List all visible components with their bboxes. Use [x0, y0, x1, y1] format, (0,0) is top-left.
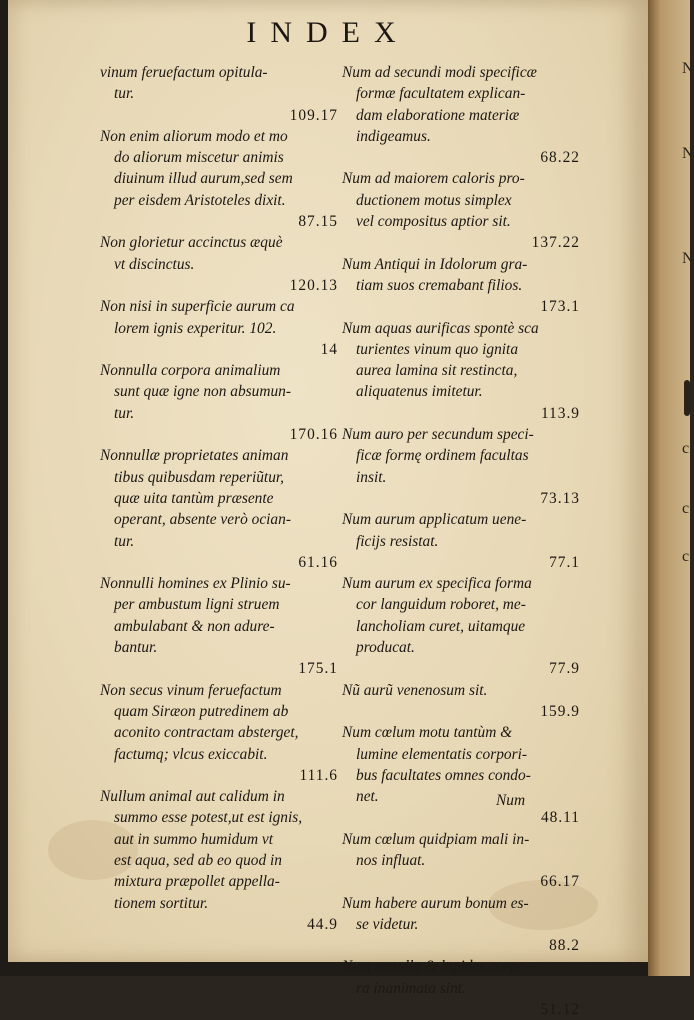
- entry-line: Num aquas aurificas spontè sca: [342, 319, 539, 337]
- entry-line: operant, absente verò ocian-: [114, 511, 291, 529]
- entry-line: Num cœlum motu tantùm &: [342, 724, 513, 742]
- entry-line: dam elaboratione materiæ: [356, 106, 520, 124]
- entry-line: Num auro per secundum speci-: [342, 426, 534, 444]
- page-reference: 14: [320, 340, 338, 358]
- index-entry: [100, 680, 338, 786]
- entry-line: Num cœlum quidpiam mali in-: [342, 830, 530, 848]
- page-reference: 173.1: [540, 298, 580, 316]
- page-header: INDEX: [246, 16, 410, 49]
- entry-line: ambulabant & non adure-: [114, 617, 275, 635]
- index-column-right: [342, 62, 580, 1020]
- entry-line: diuinum illud aurum,sed sem: [114, 170, 293, 188]
- index-entry: [100, 126, 338, 232]
- entry-line: ficijs resistat.: [356, 532, 439, 550]
- entry-line: cor languidum roboret, me-: [356, 596, 526, 614]
- index-entry: [100, 573, 338, 679]
- entry-line: do aliorum miscetur animis: [114, 149, 284, 167]
- entry-line: ra inanimata sint.: [356, 979, 466, 997]
- edge-letter: N: [682, 60, 694, 77]
- entry-line: aut in summo humidum vt: [114, 830, 274, 848]
- page-reference: 120.13: [289, 276, 338, 294]
- edge-letter: N: [682, 250, 694, 267]
- book-page: [8, 0, 648, 1019]
- index-entry: [100, 445, 338, 573]
- edge-mark: [684, 380, 690, 416]
- entry-line: ductionem motus simplex: [356, 191, 512, 209]
- entry-line: tur.: [114, 404, 135, 422]
- entry-line: se videtur.: [356, 915, 419, 933]
- index-entry: [342, 424, 580, 509]
- page-reference: 109.17: [289, 106, 338, 124]
- entry-line: quæ uita tantùm præsente: [114, 489, 274, 507]
- entry-line: producat.: [356, 639, 415, 657]
- page-reference: 113.9: [540, 404, 580, 422]
- index-entry: [342, 956, 580, 1020]
- entry-line: Num aurum applicatum uene-: [342, 511, 527, 529]
- entry-line: Non nisi in superficie aurum ca: [100, 298, 295, 316]
- next-page-edge: [648, 0, 694, 976]
- entry-line: lancholiam curet, uitamque: [356, 617, 526, 635]
- entry-line: turientes vinum quo ignita: [356, 340, 519, 358]
- entry-line: insit.: [356, 468, 387, 486]
- entry-line: Non glorietur accinctus æquè: [100, 234, 283, 252]
- entry-line: mixtura præpollet appella-: [114, 873, 280, 891]
- entry-line: lumine elementatis corpori-: [356, 745, 527, 763]
- index-entry: [342, 509, 580, 573]
- index-entry: [342, 680, 580, 723]
- index-entry: [342, 573, 580, 679]
- entry-line: Nonnullæ proprietates animan: [100, 447, 289, 465]
- page-reference: 87.15: [298, 213, 338, 231]
- page-reference: 159.9: [540, 702, 580, 720]
- entry-line: Num ad secundi modi specificæ: [342, 64, 537, 81]
- entry-line: tiam suos cremabant filios.: [356, 276, 523, 294]
- page-reference: 88.2: [549, 937, 580, 955]
- page-reference: 137.22: [531, 234, 580, 252]
- edge-letter: c: [682, 548, 690, 565]
- page-reference: 68.22: [540, 149, 580, 167]
- entry-line: Nonnulli homines ex Plinio su-: [100, 575, 291, 593]
- index-entry: [100, 296, 338, 360]
- index-entry: [342, 254, 580, 318]
- page-reference: 77.1: [549, 553, 580, 571]
- page-reference: 44.9: [307, 915, 338, 933]
- entry-line: quam Siræon putredinem ab: [114, 702, 289, 720]
- entry-line: formæ facultatem explican-: [356, 85, 526, 103]
- entry-line: Non secus vinum feruefactum: [100, 681, 282, 699]
- index-entry: [342, 168, 580, 253]
- entry-line: aliquatenus imitetur.: [356, 383, 483, 401]
- index-entry: [342, 62, 580, 168]
- entry-line: Num habere aurum bonum es-: [342, 894, 529, 912]
- index-entry: [100, 786, 338, 935]
- catchword: Num: [496, 792, 526, 809]
- entry-line: Nũ aurũ venenosum sit.: [342, 681, 488, 699]
- index-entry: [100, 232, 338, 296]
- index-entry: [100, 360, 338, 445]
- index-entry: [100, 62, 338, 126]
- entry-line: Nullum animal aut calidum in: [100, 788, 285, 806]
- entry-line: bantur.: [114, 639, 158, 657]
- page-reference: 66.17: [540, 873, 580, 891]
- entry-line: tibus quibusdam reperiũtur,: [114, 468, 285, 486]
- entry-line: tur.: [114, 532, 135, 550]
- edge-letter: c: [682, 500, 690, 517]
- entry-line: indigeamus.: [356, 127, 431, 145]
- entry-line: vt discinctus.: [114, 255, 195, 273]
- entry-line: ficæ formę ordinem facultas: [356, 447, 529, 465]
- entry-line: net.: [356, 788, 379, 806]
- entry-line: Num ad maiorem caloris pro-: [342, 170, 525, 188]
- page-reference: 73.13: [540, 489, 580, 507]
- entry-line: nos influat.: [356, 851, 426, 869]
- page-reference: 111.6: [299, 766, 338, 784]
- entry-line: vinum feruefactum opitula-: [100, 64, 268, 81]
- entry-line: summo esse potest,ut est ignis,: [114, 809, 303, 827]
- entry-line: per eisdem Aristoteles dixit.: [114, 191, 286, 209]
- entry-line: tur.: [114, 85, 135, 103]
- edge-letter: c: [682, 440, 690, 457]
- edge-letter: N: [682, 145, 694, 162]
- entry-line: Num aurum ex specifica forma: [342, 575, 532, 593]
- entry-line: tionem sortitur.: [114, 894, 209, 912]
- entry-line: sunt quæ igne non absumun-: [114, 383, 291, 401]
- entry-line: Non enim aliorum modo et mo: [100, 127, 288, 145]
- entry-line: vel compositus aptior sit.: [356, 213, 511, 231]
- entry-line: aconito contractam absterget,: [114, 724, 299, 742]
- page-reference: 170.16: [289, 426, 338, 444]
- index-entry: [342, 722, 580, 828]
- page-reference: 61.16: [298, 553, 338, 571]
- entry-line: lorem ignis experitur. 102.: [114, 319, 277, 337]
- entry-line: aurea lamina sit restincta,: [356, 362, 518, 380]
- page-reference: 48.11: [540, 809, 580, 827]
- page-reference: 51.12: [540, 1001, 580, 1019]
- index-entry: [342, 893, 580, 957]
- entry-line: Num metalla & lapides corpo-: [342, 958, 531, 976]
- entry-line: est aqua, sed ab eo quod in: [114, 851, 282, 869]
- page-reference: 77.9: [549, 660, 580, 678]
- index-entry: [342, 318, 580, 424]
- index-entry: [342, 829, 580, 893]
- entry-line: Num Antiqui in Idolorum gra-: [342, 255, 528, 273]
- page-reference: 175.1: [298, 660, 338, 678]
- entry-line: per ambustum ligni struem: [114, 596, 280, 614]
- index-column-left: [100, 62, 338, 935]
- entry-line: Nonnulla corpora animalium: [100, 362, 281, 380]
- entry-line: bus facultates omnes condo-: [356, 766, 531, 784]
- entry-line: factumq; vlcus exiccabit.: [114, 745, 268, 763]
